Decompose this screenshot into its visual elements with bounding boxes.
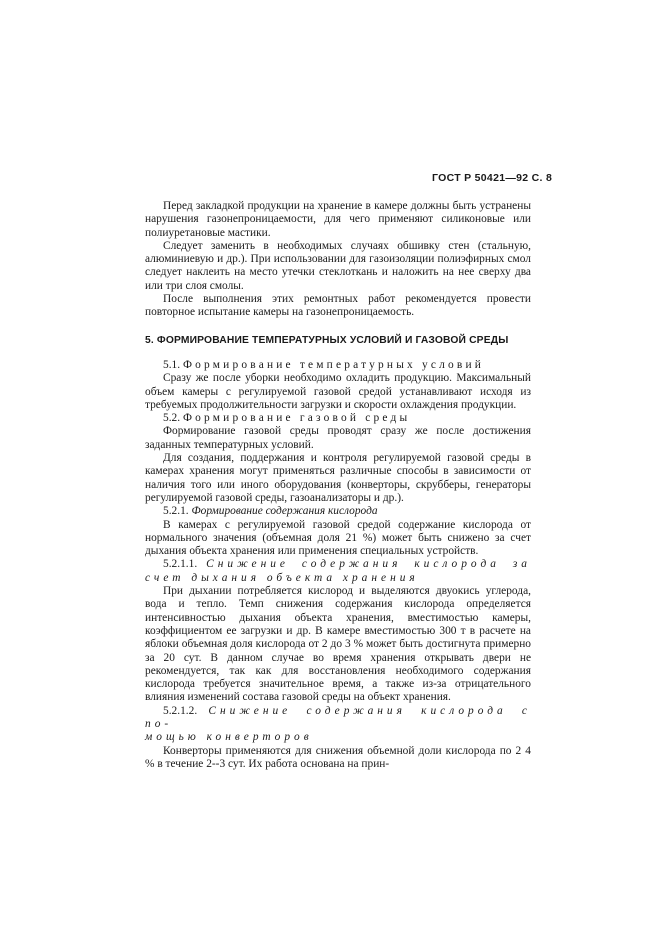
subsection-heading-5-2-1-2: [145, 705, 531, 732]
paragraph: Конверторы применяются для снижения объемной доли кислорода по 2 4 % в течение 2‑‑3 сут. Их работа основана на прин-: [145, 744, 531, 770]
subsection-number: 5.2.1.: [163, 505, 189, 518]
paragraph: При дыхании потребляется кислород и выделяются двуокись углерода, вода и тепло. Темп снижения содержания кислорода определяется интенсивностью дыхания объекта хранения, вместимостью камеры, коэффициентом ее загрузки и др. В камере вместимостью 300 т в расчете на яблоки объемная доля кислорода от 2 до 3 % может быть достигнута примерно за 20 сут. В данном случае во время хранения открывать двери не рекомендуется, так как для восстановления необходимого содержания кислорода требуется значительное время, а также из-за отрицательного влияния изменений состава газовой среды на объект хранения.: [145, 585, 531, 704]
paragraph: Формирование газовой среды проводят сразу же после достижения заданных температурных условий.: [145, 425, 531, 451]
paragraph: Для создания, поддержания и контроля регулируемой газовой среды в камерах хранения могут применяться различные способы в зависимости от наличия того или иного оборудования (конверторы, скрубберы, генераторы регулируемой газовой среды, газоанализаторы и др.).: [145, 452, 531, 504]
subsection-title-line2: счет дыхания объекта хранения: [145, 571, 419, 584]
subsection-number: 5.2.1.1.: [163, 558, 198, 571]
paragraph: Перед закладкой продукции на хранение в камере должны быть устранены нарушения газонепроницаемости, для чего применяют силиконовые или полиуретановые мастики.: [145, 200, 531, 239]
subsection-heading-5-2-1: [145, 505, 531, 518]
subsection-title: Формирование температурных условий: [182, 358, 485, 371]
subsection-title: Формирование содержания кислорода: [191, 505, 378, 518]
subsection-heading-5-2: [145, 412, 531, 425]
subsection-title-line1: Снижение содержания кислорода с по-: [145, 704, 531, 730]
paragraph: Следует заменить в необходимых случаях обшивку стен (стальную, алюминиевую и др.). При использовании для газоизоляции полиэфирных смол следует наклеить на место утечки стеклоткань и наложить на нее сверху два или три слоя смолы.: [145, 239, 531, 292]
subsection-heading-5-1: [145, 359, 531, 372]
paragraph: Сразу же после уборки необходимо охладить продукцию. Максимальный объем камеры с регулируемой газовой средой устанавливают исходя из требуемых продолжительности загрузки и скорости охлаждения продукции.: [145, 372, 531, 411]
subsection-heading-5-2-1-1: [145, 558, 531, 571]
paragraph: После выполнения этих ремонтных работ рекомендуется провести повторное испытание камеры на газонепроницаемость.: [145, 293, 531, 319]
subsection-number: 5.2.1.2.: [163, 704, 198, 717]
subsection-number: 5.2.: [163, 412, 181, 425]
subsection-number: 5.1.: [163, 358, 181, 371]
subsection-title-line1: Снижение содержания кислорода за: [206, 558, 531, 571]
paragraph: В камерах с регулируемой газовой средой содержание кислорода от нормального значения (объемная доля 21 %) может быть снижено за счет дыхания объекта хранения или применения специальных устройств.: [145, 518, 531, 558]
document-body: [145, 200, 531, 771]
subsection-title: Формирование газовой среды: [182, 412, 411, 425]
subsection-title-line2: мощью конверторов: [145, 731, 313, 744]
page-header: ГОСТ Р 50421—92 С. 8: [432, 172, 553, 184]
section-title: 5. ФОРМИРОВАНИЕ ТЕМПЕРАТУРНЫХ УСЛОВИЙ И ГАЗОВОЙ СРЕДЫ: [145, 334, 509, 346]
